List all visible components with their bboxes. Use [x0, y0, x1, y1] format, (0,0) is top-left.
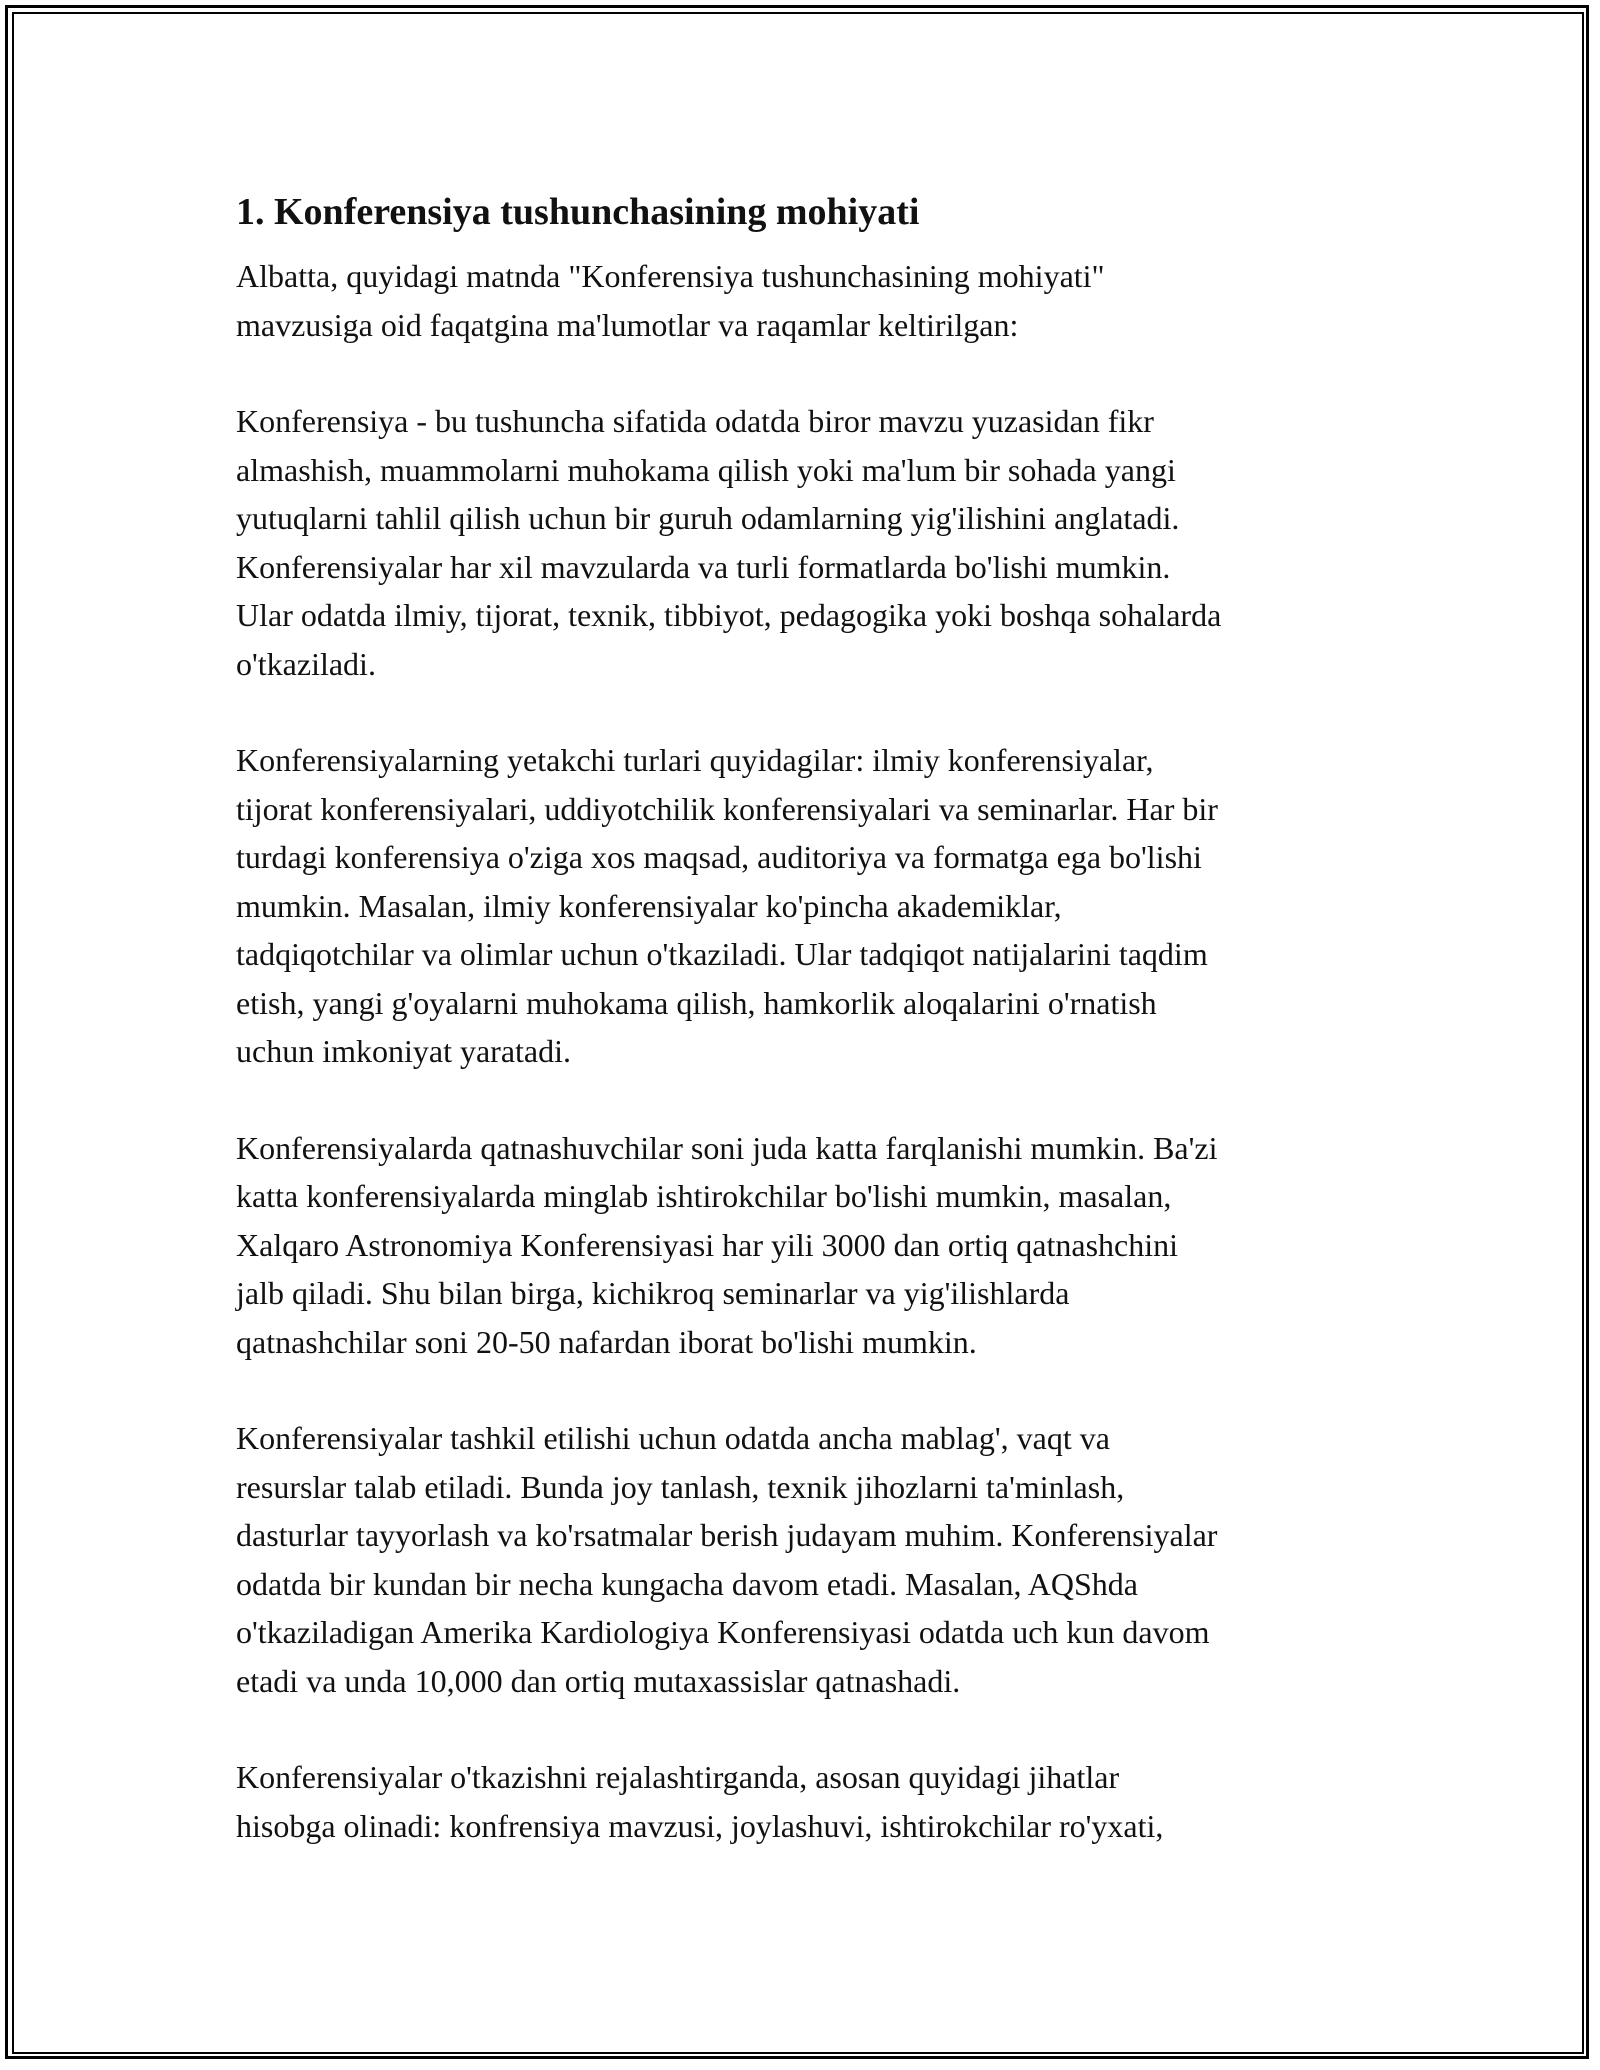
text-line: Albatta, quyidagi matnda "Konferensiya tushunchasining mohiyati" [236, 258, 1105, 294]
text-line: Konferensiyalar tashkil etilishi uchun odatda ancha mablag', vaqt va [236, 1420, 1110, 1456]
text-line: jalb qiladi. Shu bilan birga, kichikroq seminarlar va yig'ilishlarda [236, 1275, 1070, 1311]
text-line: dasturlar tayyorlash va ko'rsatmalar berish judayam muhim. Konferensiyalar [236, 1517, 1218, 1553]
document-body [236, 186, 1386, 1898]
text-line: mumkin. Masalan, ilmiy konferensiyalar ko'pincha akademiklar, [236, 887, 1062, 924]
text-line: qatnashchilar soni 20-50 nafardan iborat bo'lishi mumkin. [236, 1323, 977, 1360]
paragraph-definition [236, 397, 1386, 688]
section-heading: 1. Konferensiya tushunchasining mohiyati [236, 191, 920, 233]
text-line: yutuqlarni tahlil qilish uchun bir guruh odamlarning yig'ilishini anglatadi. [236, 500, 1180, 536]
text-line: resurslar talab etiladi. Bunda joy tanlash, texnik jihozlarni ta'minlash, [236, 1468, 1125, 1505]
text-line: etadi va unda 10,000 dan ortiq mutaxassislar qatnashadi. [236, 1662, 961, 1699]
text-line: o'tkaziladi. [236, 645, 376, 682]
text-line: mavzusiga oid faqatgina ma'lumotlar va raqamlar keltirilgan: [236, 306, 1019, 343]
paragraph-intro [236, 252, 1386, 349]
text-line: odatda bir kundan bir necha kungacha davom etadi. Masalan, AQShda [236, 1565, 1138, 1602]
text-line: Xalqaro Astronomiya Konferensiyasi har yili 3000 dan ortiq qatnashchini [236, 1226, 1179, 1263]
paragraph-participants [236, 1124, 1386, 1367]
text-line: o'tkaziladigan Amerika Kardiologiya Konferensiyasi odatda uch kun davom [236, 1614, 1210, 1650]
text-line: Konferensiyalarning yetakchi turlari quyidagilar: ilmiy konferensiyalar, [236, 742, 1154, 778]
text-line: almashish, muammolarni muhokama qilish yoki ma'lum bir sohada yangi [236, 451, 1176, 488]
paragraph-types [236, 736, 1386, 1076]
text-line: tijorat konferensiyalari, uddiyotchilik konferensiyalari va seminarlar. Har bir [236, 790, 1218, 827]
text-line: tadqiqotchilar va olimlar uchun o'tkaziladi. Ular tadqiqot natijalarini taqdim [236, 936, 1208, 972]
text-line: Ular odatda ilmiy, tijorat, texnik, tibbiyot, pedagogika yoki boshqa sohalarda [236, 597, 1222, 633]
text-line: etish, yangi g'oyalarni muhokama qilish, hamkorlik aloqalarini o'rnatish [236, 984, 1157, 1021]
text-line: katta konferensiyalarda minglab ishtirokchilar bo'lishi mumkin, masalan, [236, 1178, 1172, 1214]
text-line: Konferensiya - bu tushuncha sifatida odatda biror mavzu yuzasidan fikr [236, 403, 1154, 439]
text-line: hisobga olinadi: konfrensiya mavzusi, joylashuvi, ishtirokchilar ro'yxati, [236, 1807, 1164, 1844]
text-line: uchun imkoniyat yaratadi. [236, 1033, 572, 1069]
text-line: Konferensiyalar har xil mavzularda va turli formatlarda bo'lishi mumkin. [236, 548, 1171, 585]
text-line: Konferensiyalar o'tkazishni rejalashtirganda, asosan quyidagi jihatlar [236, 1759, 1120, 1795]
paragraph-planning [236, 1753, 1386, 1850]
text-line: Konferensiyalarda qatnashuvchilar soni juda katta farqlanishi mumkin. Ba'zi [236, 1129, 1218, 1166]
paragraph-organization [236, 1414, 1386, 1705]
text-line: turdagi konferensiya o'ziga xos maqsad, auditoriya va formatga ega bo'lishi [236, 839, 1202, 875]
